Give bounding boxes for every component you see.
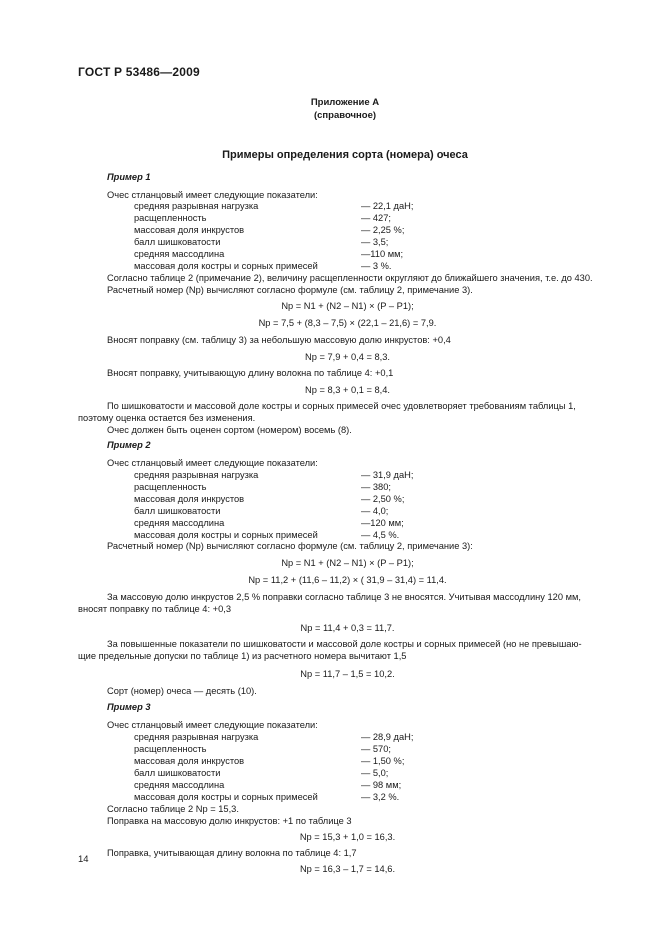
param-label: массовая доля костры и сорных примесей — [134, 530, 318, 540]
paragraph: Расчетный номер (Nр) вычисляют согласно формуле (см. таблицу 2, примечание 3): — [107, 541, 473, 551]
param-label: балл шишковатости — [134, 506, 221, 516]
param-value: — 31,9 даН; — [361, 470, 414, 480]
formula: Nр = 8,3 + 0,1 = 8,4. — [304, 385, 391, 395]
formula: Nр = 7,9 + 0,4 = 8,3. — [304, 352, 391, 362]
section-title: Примеры определения сорта (номера) очеса — [222, 149, 468, 161]
param-value: —120 мм; — [361, 518, 404, 528]
example-2-intro: Очес стланцовый имеет следующие показатели: — [107, 458, 318, 468]
param-value: — 1,50 %; — [361, 756, 405, 766]
paragraph: По шишковатости и массовой доле костры и сорных примесей очес удовлетворяет требованиям таблицы 1, — [107, 401, 576, 411]
example-2-heading: Пример 2 — [107, 440, 151, 450]
param-value: — 380; — [361, 482, 391, 492]
paragraph: За массовую долю инкрустов 2,5 % поправки согласно таблице 3 не вносятся. Учитывая массодлину 120 мм, — [107, 592, 581, 602]
paragraph: Сорт (номер) очеса — десять (10). — [107, 686, 257, 696]
paragraph: вносят поправку по таблице 4: +0,3 — [78, 604, 231, 614]
param-value: — 2,50 %; — [361, 494, 405, 504]
param-label: массовая доля костры и сорных примесей — [134, 261, 318, 271]
param-value: — 570; — [361, 744, 391, 754]
param-label: средняя массодлина — [134, 518, 225, 528]
param-label: средняя разрывная нагрузка — [134, 470, 259, 480]
annex-title: Приложение А — [310, 97, 380, 108]
param-label: массовая доля костры и сорных примесей — [134, 792, 318, 802]
paragraph: Согласно таблице 2 (примечание 2), величину расщепленности округляют до ближайшего значения, т.е. до 430. — [107, 273, 593, 283]
example-3-heading: Пример 3 — [107, 702, 151, 712]
param-label: массовая доля инкрустов — [134, 756, 245, 766]
formula: Nр = N1 + (N2 – N1) × (P – P1); — [281, 558, 414, 568]
param-label: массовая доля инкрустов — [134, 225, 245, 235]
paragraph: Поправка, учитывающая длину волокна по таблице 4: 1,7 — [107, 848, 357, 858]
formula: Nр = 11,4 + 0,3 = 11,7. — [300, 623, 395, 633]
example-1-heading: Пример 1 — [107, 172, 151, 182]
paragraph: щие предельные допуски по таблице 1) из расчетного номера вычитают 1,5 — [78, 651, 407, 661]
paragraph: Расчетный номер (Nр) вычисляют согласно формуле (см. таблицу 2, примечание 3). — [107, 285, 473, 295]
param-label: средняя массодлина — [134, 780, 225, 790]
paragraph: Вносят поправку, учитывающую длину волокна по таблице 4: +0,1 — [107, 368, 394, 378]
document-header: ГОСТ Р 53486—2009 — [78, 65, 200, 79]
param-label: балл шишковатости — [134, 768, 221, 778]
paragraph: Поправка на массовую долю инкрустов: +1 по таблице 3 — [107, 816, 352, 826]
param-label: расщепленность — [134, 213, 207, 223]
example-3-intro: Очес стланцовый имеет следующие показатели: — [107, 720, 318, 730]
paragraph: Вносят поправку (см. таблицу 3) за небольшую массовую долю инкрустов: +0,4 — [107, 335, 451, 345]
param-label: средняя разрывная нагрузка — [134, 732, 259, 742]
param-value: — 427; — [361, 213, 391, 223]
param-value: — 5,0; — [361, 768, 389, 778]
paragraph: Очес должен быть оценен сортом (номером) восемь (8). — [107, 425, 352, 435]
param-value: — 4,0; — [361, 506, 389, 516]
formula: Nр = 7,5 + (8,3 – 7,5) × (22,1 – 21,6) = 7,9. — [258, 318, 437, 328]
param-label: массовая доля инкрустов — [134, 494, 245, 504]
param-value: —110 мм; — [361, 249, 404, 259]
param-value: — 3,5; — [361, 237, 389, 247]
formula: Nр = 11,2 + (11,6 – 11,2) × ( 31,9 – 31,4) = 11,4. — [248, 575, 447, 585]
annex-subtitle: (справочное) — [313, 110, 377, 121]
formula: Nр = 15,3 + 1,0 = 16,3. — [299, 832, 396, 842]
param-value: — 28,9 даН; — [361, 732, 414, 742]
example-1-intro: Очес стланцовый имеет следующие показатели: — [107, 190, 318, 200]
param-value: — 22,1 даН; — [361, 201, 414, 211]
formula: Nр = 11,7 – 1,5 = 10,2. — [300, 669, 395, 679]
paragraph: За повышенные показатели по шишковатости и массовой доле костры и сорных примесей (но не превышаю- — [107, 639, 582, 649]
param-label: средняя массодлина — [134, 249, 225, 259]
formula: Nр = N1 + (N2 – N1) × (P – P1); — [281, 301, 414, 311]
param-label: расщепленность — [134, 482, 207, 492]
paragraph: поэтому оценка остается без изменения. — [78, 413, 256, 423]
param-value: — 4,5 %. — [361, 530, 400, 540]
param-value: — 98 мм; — [361, 780, 402, 790]
param-label: средняя разрывная нагрузка — [134, 201, 259, 211]
formula: Nр = 16,3 – 1,7 = 14,6. — [299, 864, 396, 874]
param-label: расщепленность — [134, 744, 207, 754]
param-label: балл шишковатости — [134, 237, 221, 247]
page-number: 14 — [78, 854, 89, 865]
param-value: — 3,2 %. — [361, 792, 400, 802]
paragraph: Согласно таблице 2 Nр = 15,3. — [107, 804, 239, 814]
param-value: — 2,25 %; — [361, 225, 405, 235]
param-value: — 3 %. — [361, 261, 392, 271]
